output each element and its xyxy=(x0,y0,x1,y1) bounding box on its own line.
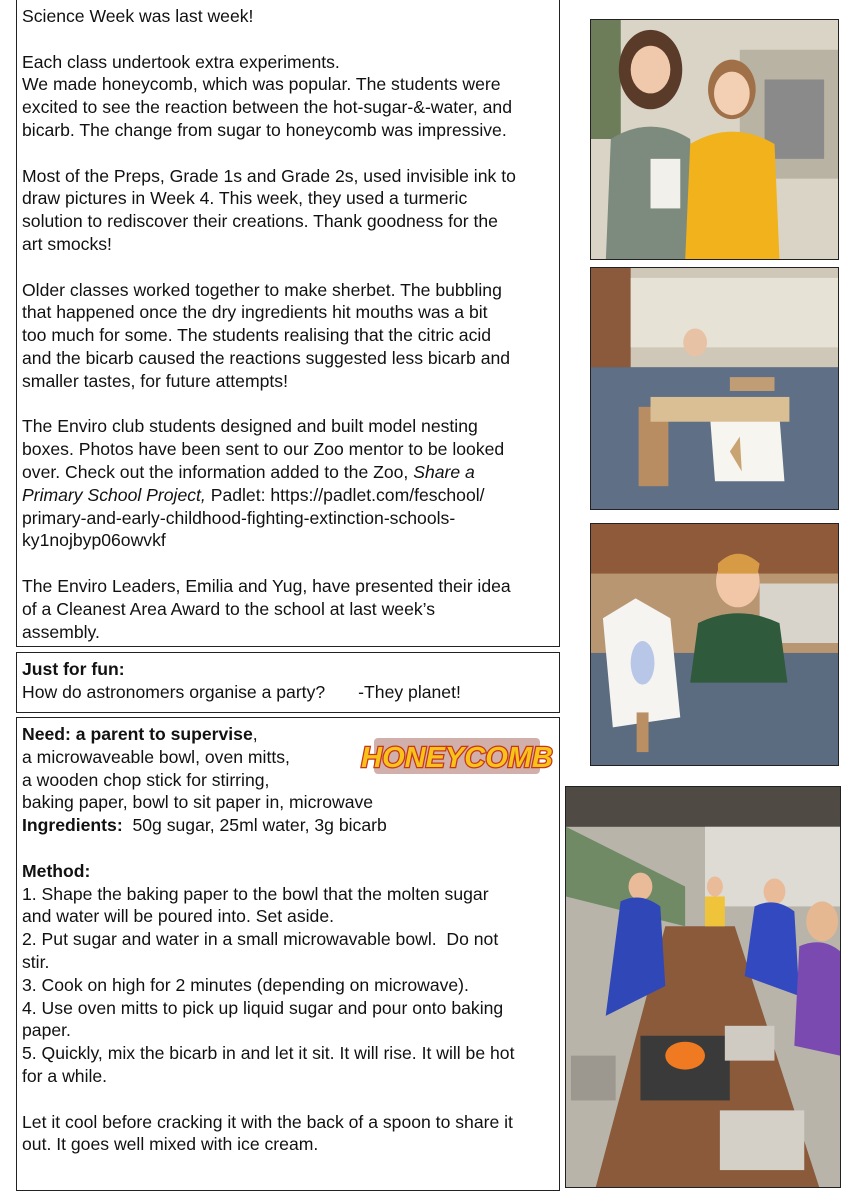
photo-boy-with-nesting-box xyxy=(590,523,839,766)
science-week-article xyxy=(16,0,560,647)
just-for-fun-box xyxy=(16,652,560,713)
honeycomb-recipe-box xyxy=(16,717,560,1191)
padlet-link[interactable]: Padlet: https://padlet.com/feschool/ xyxy=(205,484,485,505)
method-step: 3. Cook on high for 2 minutes (depending on microwave). xyxy=(22,974,469,995)
recipe-method: Method: 1. Shape the baking paper to the bowl that the molten sugar and water will be poured into. Set aside. 2. Put sugar and water in a small microwavable bowl. Do not stir. 3. Cook on high for 2 minutes (depending on microwave). 4. Use oven mitts to pick up liquid sugar and pour onto baking paper. 5. Quickly, mix the bicarb in and let it sit. It will rise. It will be hot for a while. xyxy=(22,860,515,1086)
need-label: Need: a parent to supervise xyxy=(22,724,253,744)
joke-question: How do astronomers organise a party? xyxy=(22,681,326,702)
project-title-part-1: Share a xyxy=(413,461,475,482)
ingredients-label: Ingredients: xyxy=(22,815,123,836)
photo-students-making-honeycomb xyxy=(565,786,841,1188)
joke-answer: -They planet! xyxy=(358,681,461,702)
paragraph-enviro-leaders: The Enviro Leaders, Emilia and Yug, have presented their idea of a Cleanest Area Award to the school at last week’s assembly. xyxy=(22,575,511,642)
method-step: 4. Use oven mitts to pick up liquid sugar and pour onto baking xyxy=(22,997,504,1018)
ingredients-value: 50g sugar, 25ml water, 3g bicarb xyxy=(122,815,387,836)
paragraph-honeycomb: Each class undertook extra experiments. We made honeycomb, which was popular. The students were excited to see the reaction between the hot-sugar-&-water, and bicarb. The change from sugar to honeycomb was impressive. xyxy=(22,51,512,140)
paragraph-sherbet: Older classes worked together to make sherbet. The bubbling that happened once the dry ingredients hit mouths was a bit too much for some. The students realising that the citric acid and the bicarb caused the reactions suggested less bicarb and smaller tastes, for future attempts! xyxy=(22,279,511,391)
fun-title: Just for fun: xyxy=(22,659,125,679)
honeycomb-logo xyxy=(361,734,553,778)
recipe-closing: Let it cool before cracking it with the back of a spoon to share it out. It goes well mixed with ice cream. xyxy=(22,1111,513,1155)
photo-nesting-box-model xyxy=(590,267,839,510)
photo-students-with-honeycomb xyxy=(590,19,839,260)
padlet-link-cont[interactable]: primary-and-early-childhood-fighting-extinction-schools- xyxy=(22,507,456,528)
paragraph-invisible-ink: Most of the Preps, Grade 1s and Grade 2s, used invisible ink to draw pictures in Week 4. This week, they used a turmeric solution to rediscover their creations. Thank goodness for the art smocks! xyxy=(22,165,516,254)
method-step: 1. Shape the baking paper to the bowl that the molten sugar xyxy=(22,883,489,904)
joke xyxy=(22,681,559,704)
method-label: Method: xyxy=(22,860,91,881)
method-step: 5. Quickly, mix the bicarb in and let it sit. It will rise. It will be hot xyxy=(22,1043,515,1064)
recipe-need: Need: a parent to supervise, a microwaveable bowl, oven mitts, a wooden chop stick for stirring, baking paper, bowl to sit paper in, microwave Ingredients: 50g sugar, 25ml water, 3g bicarb xyxy=(22,724,387,836)
padlet-link-end[interactable]: ky1nojbyp06owvkf xyxy=(22,530,166,551)
honeycomb-logo-text: HONEYCOMB xyxy=(361,742,553,774)
article-intro: Science Week was last week! xyxy=(22,6,254,26)
method-step: 2. Put sugar and water in a small microwavable bowl. Do not xyxy=(22,929,499,950)
project-title-part-2: Primary School Project, xyxy=(22,484,206,505)
paragraph-enviro-club: The Enviro club students designed and built model nesting boxes. Photos have been sent to our Zoo mentor to be looked over. Check out the information added to the Zoo, Share a Primary School Project, Padlet: https://padlet.com/feschool/ primary-and-early-childhood-fighting-extinction-schools- ky1nojbyp06owvkf xyxy=(22,416,505,551)
